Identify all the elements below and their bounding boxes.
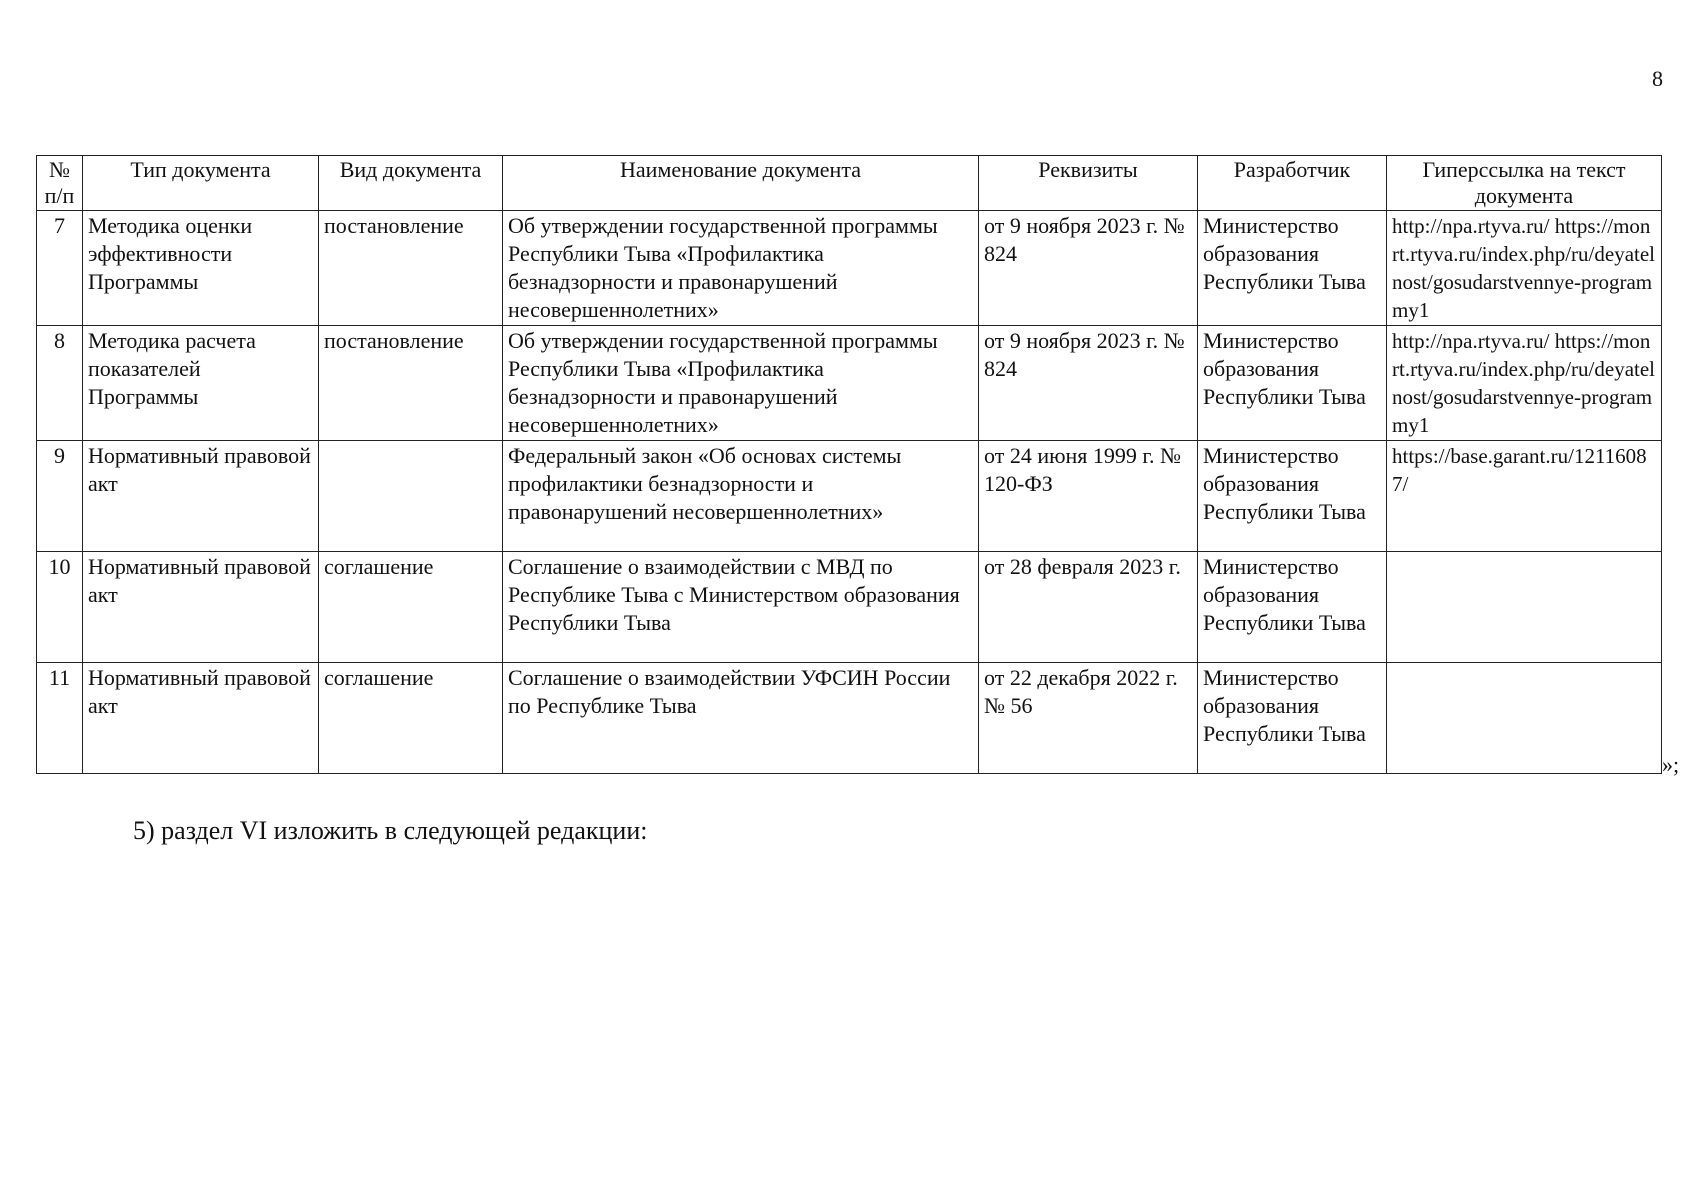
table-header-row (37, 156, 1662, 211)
cell-num: 9 (37, 441, 83, 552)
cell-name: Соглашение о взаимодействии УФСИН России по Республике Тыва (503, 663, 979, 774)
cell-num: 8 (37, 326, 83, 441)
cell-requisites: от 22 декабря 2022 г. № 56 (979, 663, 1198, 774)
cell-num: 7 (37, 211, 83, 326)
cell-kind: соглашение (319, 552, 503, 663)
cell-developer: Министерство образования Республики Тыва (1198, 326, 1387, 441)
header-num: № п/п (37, 156, 83, 211)
table-row (37, 211, 1662, 326)
cell-kind: постановление (319, 211, 503, 326)
cell-type: Методика оценки эффективности Программы (83, 211, 319, 326)
header-requisites: Реквизиты (979, 156, 1198, 211)
table-row (37, 663, 1662, 774)
body-paragraph: 5) раздел VI изложить в следующей редакции: (133, 816, 648, 845)
closing-quote-mark: »; (1662, 752, 1680, 777)
cell-link[interactable]: https://base.garant.ru/12116087/ (1387, 441, 1662, 552)
cell-kind: соглашение (319, 663, 503, 774)
cell-requisites: от 9 ноября 2023 г. № 824 (979, 211, 1198, 326)
cell-link[interactable]: http://npa.rtyva.ru/ https://monrt.rtyva.ru/index.php/ru/deyatelnost/gosudarstvennye-programmy1 (1387, 211, 1662, 326)
cell-name: Об утверждении государственной программы Республики Тыва «Профилактика безнадзорности и правонарушений несовершеннолетних» (503, 211, 979, 326)
cell-type: Нормативный правовой акт (83, 441, 319, 552)
header-developer: Разработчик (1198, 156, 1387, 211)
documents-table (36, 155, 1662, 774)
cell-requisites: от 24 июня 1999 г. № 120-ФЗ (979, 441, 1198, 552)
table-row (37, 326, 1662, 441)
header-kind: Вид документа (319, 156, 503, 211)
cell-kind: постановление (319, 326, 503, 441)
cell-link (1387, 552, 1662, 663)
cell-developer: Министерство образования Республики Тыва (1198, 211, 1387, 326)
cell-num: 10 (37, 552, 83, 663)
cell-developer: Министерство образования Республики Тыва (1198, 552, 1387, 663)
table-row (37, 552, 1662, 663)
cell-link[interactable]: http://npa.rtyva.ru/ https://monrt.rtyva.ru/index.php/ru/deyatelnost/gosudarstvennye-programmy1 (1387, 326, 1662, 441)
cell-num: 11 (37, 663, 83, 774)
cell-developer: Министерство образования Республики Тыва (1198, 441, 1387, 552)
cell-name: Соглашение о взаимодействии с МВД по Республике Тыва с Министерством образования Республики Тыва (503, 552, 979, 663)
cell-name: Федеральный закон «Об основах системы профилактики безнадзорности и правонарушений несовершеннолетних» (503, 441, 979, 552)
cell-kind (319, 441, 503, 552)
cell-name: Об утверждении государственной программы Республики Тыва «Профилактика безнадзорности и правонарушений несовершеннолетних» (503, 326, 979, 441)
cell-link (1387, 663, 1662, 774)
cell-requisites: от 9 ноября 2023 г. № 824 (979, 326, 1198, 441)
cell-requisites: от 28 февраля 2023 г. (979, 552, 1198, 663)
table-row (37, 441, 1662, 552)
page-number: 8 (1652, 66, 1663, 91)
cell-type: Методика расчета показателей Программы (83, 326, 319, 441)
header-type: Тип документа (83, 156, 319, 211)
cell-type: Нормативный правовой акт (83, 552, 319, 663)
header-name: Наименование документа (503, 156, 979, 211)
cell-type: Нормативный правовой акт (83, 663, 319, 774)
cell-developer: Министерство образования Республики Тыва (1198, 663, 1387, 774)
header-link: Гиперссылка на текст документа (1387, 156, 1662, 211)
